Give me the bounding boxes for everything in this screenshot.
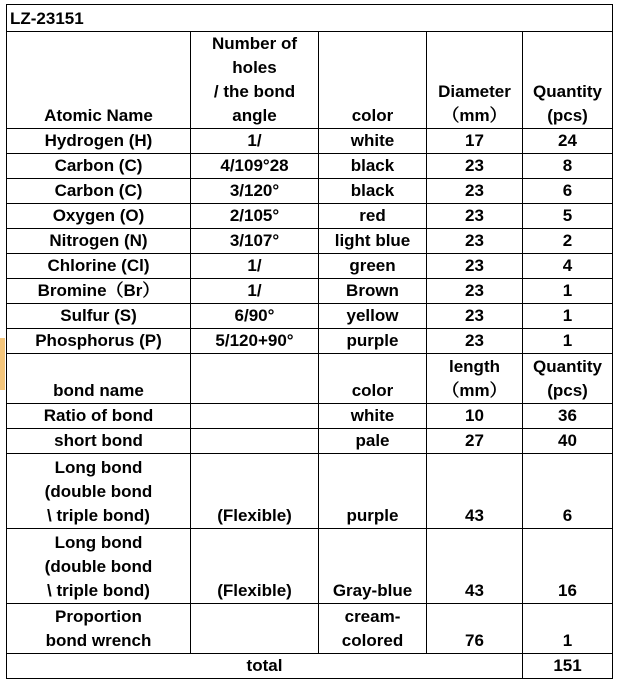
bond-quantity: 40 [523,429,613,454]
atom-quantity: 1 [523,329,613,354]
atom-quantity: 1 [523,304,613,329]
header-bond-quantity: Quantity (pcs) [523,354,613,404]
atom-holes: 1/ [191,129,319,154]
atom-diameter: 23 [427,179,523,204]
table-row [7,279,613,304]
bond-length: 76 [427,604,523,654]
atom-name: Oxygen (O) [7,204,191,229]
atom-quantity: 4 [523,254,613,279]
atom-color: black [319,154,427,179]
atom-holes: 1/ [191,254,319,279]
atom-name: Bromine（Br） [7,279,191,304]
table-row [7,429,613,454]
atom-color: purple [319,329,427,354]
atom-quantity: 1 [523,279,613,304]
table-row [7,329,613,354]
table-row [7,154,613,179]
atom-holes: 2/105° [191,204,319,229]
bond-color: purple [319,454,427,529]
atom-quantity: 8 [523,154,613,179]
atom-name: Sulfur (S) [7,304,191,329]
atom-diameter: 23 [427,204,523,229]
atom-quantity: 6 [523,179,613,204]
atom-holes: 3/120° [191,179,319,204]
atom-color: red [319,204,427,229]
title-row [7,5,613,32]
bond-type [191,429,319,454]
table-row [7,529,613,604]
atom-name: Carbon (C) [7,154,191,179]
bond-color: pale [319,429,427,454]
table-row [7,179,613,204]
atom-quantity: 24 [523,129,613,154]
bond-color: Gray-blue [319,529,427,604]
header-bond-type [191,354,319,404]
total-label: total [7,654,523,679]
atom-quantity: 2 [523,229,613,254]
table-row [7,604,613,654]
atom-name: Hydrogen (H) [7,129,191,154]
parts-table [6,4,613,679]
total-value: 151 [523,654,613,679]
atom-quantity: 5 [523,204,613,229]
bond-type: (Flexible) [191,529,319,604]
atom-diameter: 23 [427,279,523,304]
bond-quantity: 36 [523,404,613,429]
bond-length: 43 [427,454,523,529]
bond-type [191,604,319,654]
atom-color: black [319,179,427,204]
atom-diameter: 23 [427,254,523,279]
bond-name: Proportion bond wrench [7,604,191,654]
bond-quantity: 1 [523,604,613,654]
atom-holes: 3/107° [191,229,319,254]
atoms-header-row [7,32,613,129]
table-row [7,304,613,329]
atom-holes: 5/120+90° [191,329,319,354]
table-row [7,404,613,429]
bond-type [191,404,319,429]
total-row [7,654,613,679]
row-marker [0,338,5,390]
atom-diameter: 23 [427,229,523,254]
atom-color: light blue [319,229,427,254]
header-atomic-name: Atomic Name [7,32,191,129]
header-length: length （mm） [427,354,523,404]
header-holes-angle: Number of holes / the bond angle [191,32,319,129]
bond-color: white [319,404,427,429]
atom-name: Carbon (C) [7,179,191,204]
bond-type: (Flexible) [191,454,319,529]
atom-name: Phosphorus (P) [7,329,191,354]
atom-color: white [319,129,427,154]
atom-color: yellow [319,304,427,329]
atom-holes: 4/109°28 [191,154,319,179]
bond-name: Long bond (double bond \ triple bond) [7,529,191,604]
header-bond-color: color [319,354,427,404]
table-row [7,204,613,229]
atom-color: Brown [319,279,427,304]
bond-name: Ratio of bond [7,404,191,429]
atom-diameter: 23 [427,154,523,179]
atom-name: Chlorine (Cl) [7,254,191,279]
atom-holes: 1/ [191,279,319,304]
bond-length: 10 [427,404,523,429]
atom-diameter: 17 [427,129,523,154]
header-diameter: Diameter （mm） [427,32,523,129]
bond-length: 43 [427,529,523,604]
atom-diameter: 23 [427,329,523,354]
bond-name: short bond [7,429,191,454]
header-quantity: Quantity (pcs) [523,32,613,129]
atom-color: green [319,254,427,279]
table-title: LZ-23151 [7,5,613,32]
table-row [7,229,613,254]
atom-name: Nitrogen (N) [7,229,191,254]
bond-length: 27 [427,429,523,454]
header-bond-name: bond name [7,354,191,404]
table-row [7,254,613,279]
table-row [7,129,613,154]
table-row [7,454,613,529]
bond-name: Long bond (double bond \ triple bond) [7,454,191,529]
bond-quantity: 6 [523,454,613,529]
atom-holes: 6/90° [191,304,319,329]
bond-color: cream- colored [319,604,427,654]
header-color: color [319,32,427,129]
bonds-header-row [7,354,613,404]
bond-quantity: 16 [523,529,613,604]
atom-diameter: 23 [427,304,523,329]
